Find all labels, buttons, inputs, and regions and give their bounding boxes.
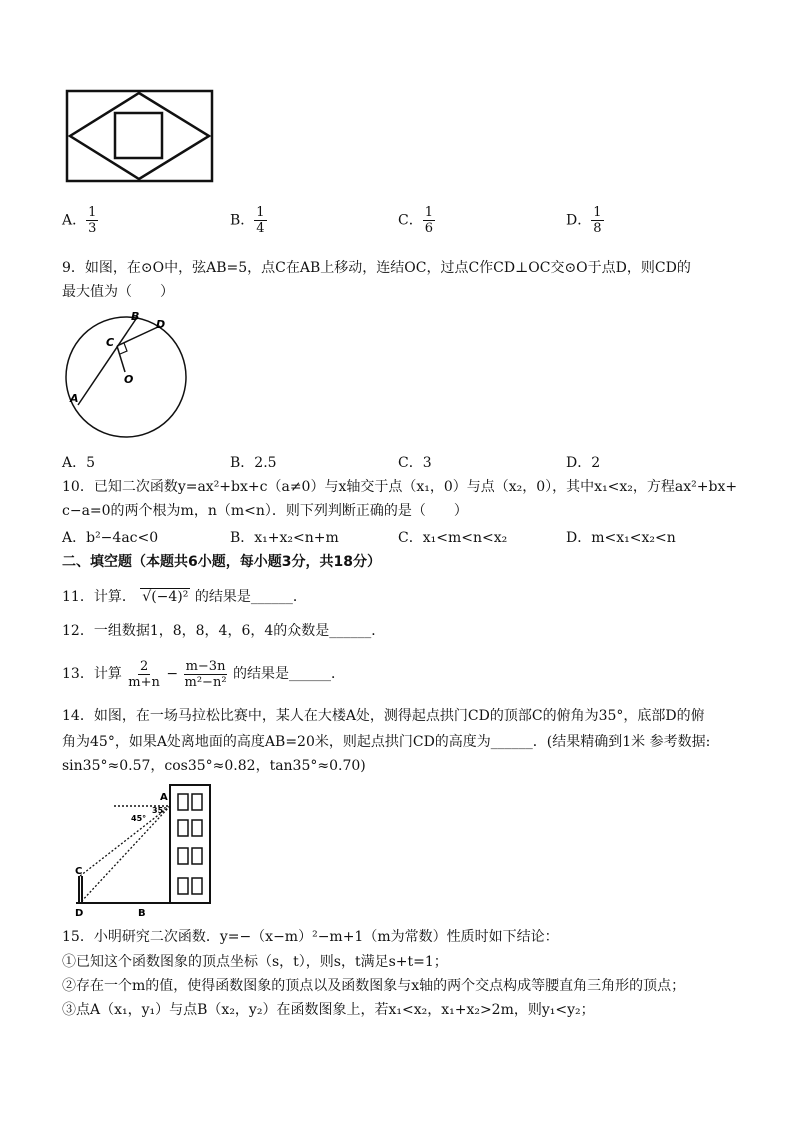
q10-text-line2: c−a=0的两个根为m，n（m<n）．则下列判断正确的是（ ）	[62, 503, 468, 519]
q8-inner-square	[115, 113, 162, 158]
q13-fraction-1: $\frac{2}{m+n}$	[128, 658, 160, 690]
q14-sight-line-c	[80, 806, 170, 876]
q9-text-line2: 最大值为（ ）	[62, 284, 174, 300]
q9-option-d: D．2	[566, 455, 601, 471]
q14-text-line3: sin35°≈0.57，cos35°≈0.82，tan35°≈0.70)	[62, 758, 366, 774]
q14-window	[192, 848, 202, 864]
q10-text-line1: 10．已知二次函数y=ax²+bx+c（a≠0）与x轴交于点（x₁，0）与点（x₂，0），其中x₁<x₂，方程ax²+bx+	[62, 479, 738, 495]
q8-figure	[62, 88, 230, 188]
q9-label-c: C	[106, 336, 115, 349]
q15-text-line2: ①已知这个函数图象的顶点坐标（s，t），则s，t满足s+t=1；	[62, 954, 448, 970]
q12-text: 12．一组数据1，8，8，4，6，4的众数是______．	[62, 623, 386, 639]
q14-window	[178, 848, 188, 864]
q9-option-c: C．3	[398, 455, 432, 471]
q9-option-a: A．5	[62, 455, 96, 471]
q9-segment-oc	[117, 346, 125, 372]
q9-label-a: A	[70, 392, 79, 405]
q15-text-line3: ②存在一个m的值，使得函数图象的顶点以及函数图象与x轴的两个交点构成等腰直角三角形的顶点；	[62, 978, 686, 994]
q9-label-d: D	[156, 318, 166, 331]
q14-building	[170, 785, 210, 903]
q14-figure	[62, 780, 222, 920]
q9-option-b: B．2.5	[230, 455, 277, 471]
q13-text	[62, 656, 345, 692]
q11-text	[62, 588, 307, 606]
q14-window	[192, 820, 202, 836]
q9-segment-cd	[117, 326, 160, 346]
q11-prefix: 11．计算．	[62, 589, 136, 605]
q8-rhombus	[70, 93, 209, 179]
q13-suffix: 的结果是______．	[232, 666, 345, 682]
section-2-heading: 二、填空题（本题共6小题，每小题3分，共18分）	[62, 554, 381, 570]
q14-text-line2: 角为45°，如果A处离地面的高度AB=20米，则起点拱门CD的高度为______．(结果精确到1米 参考数据:	[62, 734, 711, 750]
q14-text-line1: 14．如图，在一场马拉松比赛中，某人在大楼A处，测得起点拱门CD的顶部C的俯角为35°，底部D的俯	[62, 708, 705, 724]
q13-minus: −	[166, 666, 179, 682]
q14-window	[192, 878, 202, 894]
q14-label-c: C	[75, 866, 83, 877]
q14-label-b: B	[138, 908, 146, 919]
q9-label-b: B	[131, 310, 140, 323]
q14-window	[178, 794, 188, 810]
q11-expression: √(−4)²	[142, 589, 189, 605]
q10-option-c: C．x₁<m<n<x₂	[398, 530, 508, 546]
q14-window	[178, 820, 188, 836]
q14-label-a: A	[160, 792, 168, 803]
q14-window	[178, 878, 188, 894]
q10-option-a: A．b²−4ac<0	[62, 530, 159, 546]
q14-label-d: D	[75, 908, 84, 919]
q15-text-line1: 15．小明研究二次函数．y=−（x−m）²−m+1（m为常数）性质时如下结论：	[62, 929, 559, 945]
q13-prefix: 13．计算	[62, 666, 122, 682]
q15-text-line4: ③点A（x₁，y₁）与点B（x₂，y₂）在函数图象上，若x₁<x₂，x₁+x₂>2m，则y₁<y₂；	[62, 1002, 595, 1018]
q8-option-c: C． $\frac{1}{6}$	[398, 205, 433, 236]
q14-angle-35: 35°	[152, 806, 168, 815]
q9-figure	[62, 306, 197, 441]
q14-sight-line-d	[80, 806, 170, 903]
q11-suffix: 的结果是______．	[194, 589, 307, 605]
q8-option-d: D． $\frac{1}{8}$	[566, 205, 602, 236]
q13-fraction-2: $\frac{m-3n}{\text{m²−n²}}$	[184, 658, 227, 690]
q8-outer-rectangle	[67, 91, 212, 181]
q10-option-b: B．x₁+x₂<n+m	[230, 530, 339, 546]
q10-option-d: D．m<x₁<x₂<n	[566, 530, 676, 546]
q9-text-line1: 9．如图，在⊙O中，弦AB=5，点C在AB上移动，连结OC，过点C作CD⊥OC交⊙O于点D，则CD的	[62, 260, 691, 276]
q9-label-o: O	[124, 373, 134, 386]
q8-option-b: B． $\frac{1}{4}$	[230, 205, 265, 236]
q14-window	[192, 794, 202, 810]
q8-option-a: A． $\frac{1}{3}$	[62, 205, 97, 236]
q14-angle-45: 45°	[131, 814, 147, 823]
